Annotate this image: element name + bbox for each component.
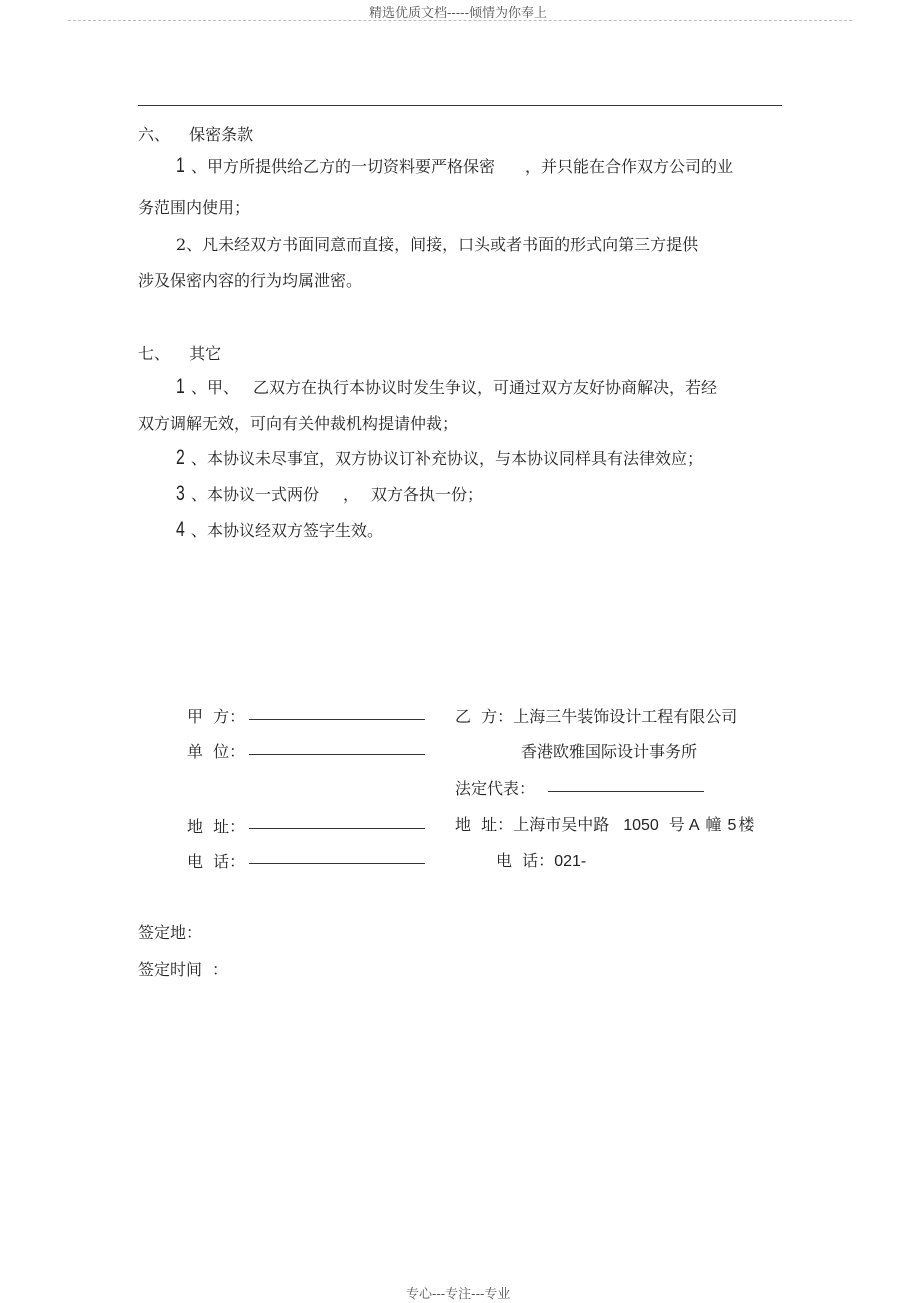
phone-b-value: 021-: [554, 853, 587, 870]
phone-a-blank[interactable]: [249, 849, 425, 864]
section7-item2: [176, 446, 703, 470]
legal-rep-label: 法定代表：: [455, 779, 536, 798]
phone-a-label: 电 话：: [187, 852, 246, 871]
party-b-value2: 香港欧雅国际设计事务所: [521, 742, 698, 761]
address-b-label: 地 址：: [455, 815, 514, 834]
section6-title: [138, 122, 253, 145]
header-divider: [68, 20, 852, 21]
section7-item1-line2: 双方调解无效，可向有关仲裁机构提请仲裁；: [138, 414, 459, 433]
address-b-number: 1050: [623, 817, 659, 834]
section7-item3-text-a: 、本协议一式两份: [191, 485, 320, 504]
address-b-value: 上海市吴中路: [513, 815, 610, 834]
address-b-floor: 楼: [738, 815, 755, 834]
party-b-label: 乙 方：: [455, 707, 514, 726]
signing-time-colon: ：: [212, 960, 229, 979]
unit-blank[interactable]: [249, 740, 425, 755]
section6-item2-line2: 涉及保密内容的行为均属泄密。: [138, 271, 363, 290]
section7-item1-line1: [176, 375, 717, 399]
party-b-row: [455, 704, 737, 727]
section7-item3: [176, 482, 483, 506]
page-header: 精选优质文档-----倾情为你奉上: [369, 6, 547, 21]
section6-item1-line2: 务范围内使用；: [138, 198, 251, 217]
section7-item1-text-a: 、甲、: [191, 378, 240, 397]
signing-time-label: 签定时间: [138, 960, 203, 979]
section6-item1-text-cont: ，并只能在合作双方公司的业: [525, 157, 734, 176]
section7-item3-num: 3: [176, 482, 185, 505]
page-footer: 专心---专注---专业: [406, 1287, 511, 1302]
section7-item1-text-b: 乙双方在执行本协议时发生争议，可通过双方友好协商解决，若经: [253, 378, 718, 397]
section6-item1-line1: [176, 154, 733, 178]
section7-item3-text-c: 双方各执一份；: [371, 485, 484, 504]
section7-item2-num: 2: [176, 446, 185, 469]
section7-item2-text: 、本协议未尽事宜，双方协议订补充协议，与本协议同样具有法律效应；: [191, 449, 704, 468]
section7-title-text: 其它: [189, 344, 222, 363]
party-b-value: 上海三牛装饰设计工程有限公司: [513, 707, 738, 726]
section7-item4: [176, 518, 383, 542]
party-a-blank[interactable]: [249, 705, 425, 720]
address-b-building: A: [688, 817, 700, 834]
section7-title: [138, 341, 221, 364]
address-a-blank[interactable]: [249, 814, 425, 829]
phone-b-label: 电 话：: [496, 851, 555, 870]
address-b-hao: 号: [668, 815, 685, 834]
address-b-row: [455, 812, 754, 835]
section7-title-num: 七、: [138, 344, 171, 363]
section6-item1-text: 、甲方所提供给乙方的一切资料要严格保密: [191, 157, 496, 176]
section7-item1-num: 1: [176, 375, 185, 398]
signing-time: [138, 957, 228, 980]
address-b-zhuang: 幢: [705, 815, 722, 834]
section7-item4-text: 、本协议经双方签字生效。: [191, 521, 384, 540]
signing-place-label: 签定地：: [138, 923, 203, 942]
address-b-floor-num: 5: [727, 817, 737, 834]
section7-item3-comma: ，: [343, 485, 360, 504]
top-rule: [138, 105, 782, 106]
section6-title-text: 保密条款: [189, 125, 254, 144]
section7-item4-num: 4: [176, 518, 185, 541]
party-a-label: 甲 方：: [187, 707, 246, 726]
unit-label: 单 位：: [187, 742, 246, 761]
section6-item1-num: 1: [176, 154, 185, 177]
section6-title-num: 六、: [138, 125, 171, 144]
section6-item2-line1: 2、凡未经双方书面同意而直接，间接，口头或者书面的形式向第三方提供: [176, 235, 699, 254]
phone-b-row: [496, 848, 586, 871]
legal-rep-blank[interactable]: [548, 777, 704, 792]
address-a-label: 地 址：: [187, 817, 246, 836]
